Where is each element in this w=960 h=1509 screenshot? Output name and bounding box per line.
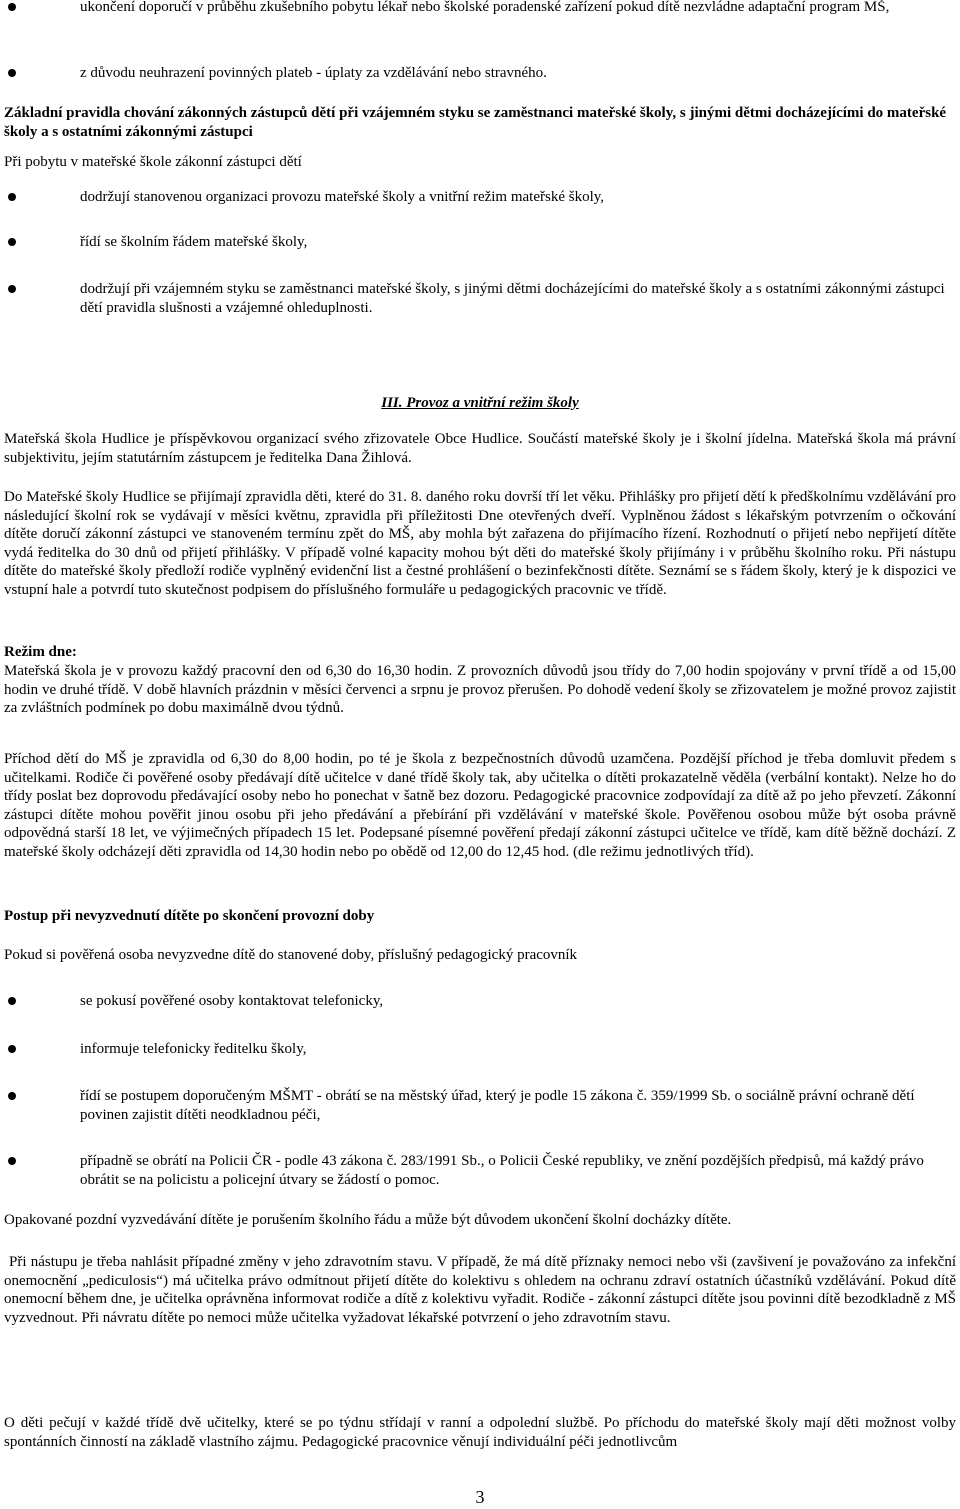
list-item-text: ukončení doporučí v průběhu zkušebního pobytu lékař nebo školské poradenské zařízení pokud dítě nezvládne adaptační program MŠ, (80, 0, 890, 15)
pickup-intro: Pokud si pověřená osoba nevyzvedne dítě do stanovené doby, příslušný pedagogický pracovník (4, 947, 578, 963)
bullet-icon (8, 1157, 16, 1165)
paragraph-school: Mateřská škola Hudlice je příspěvkovou organizací svého zřizovatele Obce Hudlice. Součástí mateřské školy je i školní jídelna. Mateřská škola má právní subjektivitu, jejím statutárním zástupcem je ředitelka Dana Žihlová. (4, 431, 956, 466)
list-item-text: případně se obrátí na Policii ČR - podle 43 zákona č. 283/1991 Sb., o Policii České republiky, ve znění pozdějších předpisů, má každý právo obrátit se na policistu a policejní útvary se žádostí o pomoc. (80, 1153, 924, 1188)
bullet-icon (8, 69, 16, 77)
list-item-text: informuje telefonicky ředitelku školy, (80, 1041, 307, 1057)
list-item-text: z důvodu neuhrazení povinných plateb - úplaty za vzdělávání nebo stravného. (80, 65, 547, 81)
bullet-icon (8, 238, 16, 246)
rules-intro: Při pobytu v mateřské škole zákonní zástupci dětí (4, 154, 302, 170)
paragraph-arrival: Příchod dětí do MŠ je zpravidla od 6,30 do 8,00 hodin, po té je škola z bezpečnostních důvodů uzamčena. Pozdější příchod je třeba domluvit předem s učitelkami. Rodiče či pověřené osoby předávají dítě učitelce v dané třídě školy tak, aby učitelka o dítěti prokazatelně věděla (verbální kontakt). Nelze ho do třídy poslat bez doprovodu předávající osoby nebo ho ponechat v šatně bez dozoru. Pedagogické pracovnice zodpovídají za dítě až po jeho převzetí. Zákonní zástupci dítěte mohou pověřit jinou osobu při jeho předávání a přebírání při vzdělávání v mateřské škole. Pověřenou osobou může být osoba právně odpovědná starší 18 let, ve výjimečných případech 15 let. Podepsané písemné pověření předají zákonní zástupci učitelce ve třídě, kam dítě běžně dochází. Z mateřské školy odcházejí děti zpravidla od 14,30 hodin nebo po obědě od 12,00 do 12,45 hod. (dle režimu jednotlivých tříd). (4, 751, 956, 860)
bullet-icon (8, 997, 16, 1005)
bullet-icon (8, 1092, 16, 1100)
bullet-icon (8, 3, 16, 11)
paragraph-admission: Do Mateřské školy Hudlice se přijímají zpravidla děti, které do 31. 8. daného roku dovrší tří let věku. Přihlášky pro přijetí dětí k předškolnímu vzdělávání pro následující školní rok se vydávají v měsíci květnu, zpravidla při příležitosti Dne otevřených dveří. Vyplněnou žádost s lékařským potvrzením o očkování dítěte doručí zákonní zástupci ve stanoveném termínu zpět do MŠ, aby mohla být zařazena do přijímacího řízení. Rozhodnutí o přijetí nebo nepřijetí dítěte vydá ředitelka do 30 dnů od přijetí přihlášky. V případě volné kapacity mohou být děti do mateřské školy přijímány i v průběhu školního roku. Při nástupu dítěte do mateřské školy předloží rodiče vyplněný evidenční list a čestné prohlášení o bezinfekčnosti dítěte. Seznámí se s řádem školy, který je k dispozici ve vstupní hale a potvrdí tuto skutečnost podpisem do příslušného formuláře u pedagogických pracovnic ve třídě. (4, 489, 956, 598)
paragraph-regime: Mateřská škola je v provozu každý pracovní den od 6,30 do 16,30 hodin. Z provozních důvodů jsou třídy do 7,00 hodin spojovány v první třídě a od 15,00 hodin ve druhé třídě. V době hlavních prázdnin v měsíci červenci a srpnu je provoz přerušen. Po dohodě vedení školy se zřizovatelem je možné provoz zajistit za zvláštních podmínek po dobu maximálně dvou týdnů. (4, 663, 956, 716)
bullet-icon (8, 1045, 16, 1053)
list-item-text: řídí se školním řádem mateřské školy, (80, 234, 308, 250)
paragraph-teachers: O děti pečují v každé třídě dvě učitelky, které se po týdnu střídají v ranní a odpolední službě. Po příchodu do mateřské školy mají děti možnost volby spontánních činností na základě vlastního zájmu. Pedagogické pracovnice věnují individuální péči jednotlivcům (4, 1415, 956, 1450)
list-item-text: dodržují při vzájemném styku se zaměstnanci mateřské školy, s jinými dětmi docházejícími do mateřské školy a s ostatními zákonnými zástupci dětí pravidla slušnosti a vzájemné ohleduplnosti. (80, 281, 945, 316)
pickup-heading: Postup při nevyzvednutí dítěte po skončení provozní doby (4, 908, 375, 924)
bullet-icon (8, 285, 16, 293)
bullet-icon (8, 193, 16, 201)
list-item-text: řídí se postupem doporučeným MŠMT - obrátí se na městský úřad, který je podle 15 zákona č. 359/1999 Sb. o sociálně právní ochraně dětí povinen zajistit dítěti neodkladnou péči, (80, 1088, 915, 1123)
regime-label: Režim dne: (4, 644, 77, 660)
paragraph-health: Při nástupu je třeba nahlásit případné změny v jeho zdravotním stavu. V případě, že má dítě příznaky nemoci nebo vši (zavšivení je považováno za infekční onemocnění „pediculosis“) má učitelka právo odmítnout přijetí dítěte do kolektivu s ohledem na ochranu zdraví ostatních účastníků vzdělávání. Pokud dítě onemocní během dne, je učitelka oprávněna informovat rodiče a dítě z kolektivu vyřadit. Rodiče - zákonní zástupci dítěte jsou povinni dítě bezodkladně z MŠ vyzvednout. Při návratu dítěte po nemoci může učitelka vyžadovat lékařské potvrzení o jeho zdravotním stavu. (4, 1254, 956, 1326)
page-number: 3 (475, 1487, 485, 1507)
list-item-text: dodržují stanovenou organizaci provozu mateřské školy a vnitřní režim mateřské školy, (80, 189, 605, 205)
list-item-text: se pokusí pověřené osoby kontaktovat telefonicky, (80, 993, 384, 1009)
section-title: III. Provoz a vnitřní režim školy (381, 395, 579, 411)
rules-heading: Základní pravidla chování zákonných zástupců dětí při vzájemném styku se zaměstnanci mateřské školy, s jinými dětmi docházejícími do mateřské školy a s ostatními zákonnými zástupci (4, 105, 947, 140)
paragraph-repeated: Opakované pozdní vyzvedávání dítěte je porušením školního řádu a může být důvodem ukončení školní docházky dítěte. (4, 1212, 732, 1228)
